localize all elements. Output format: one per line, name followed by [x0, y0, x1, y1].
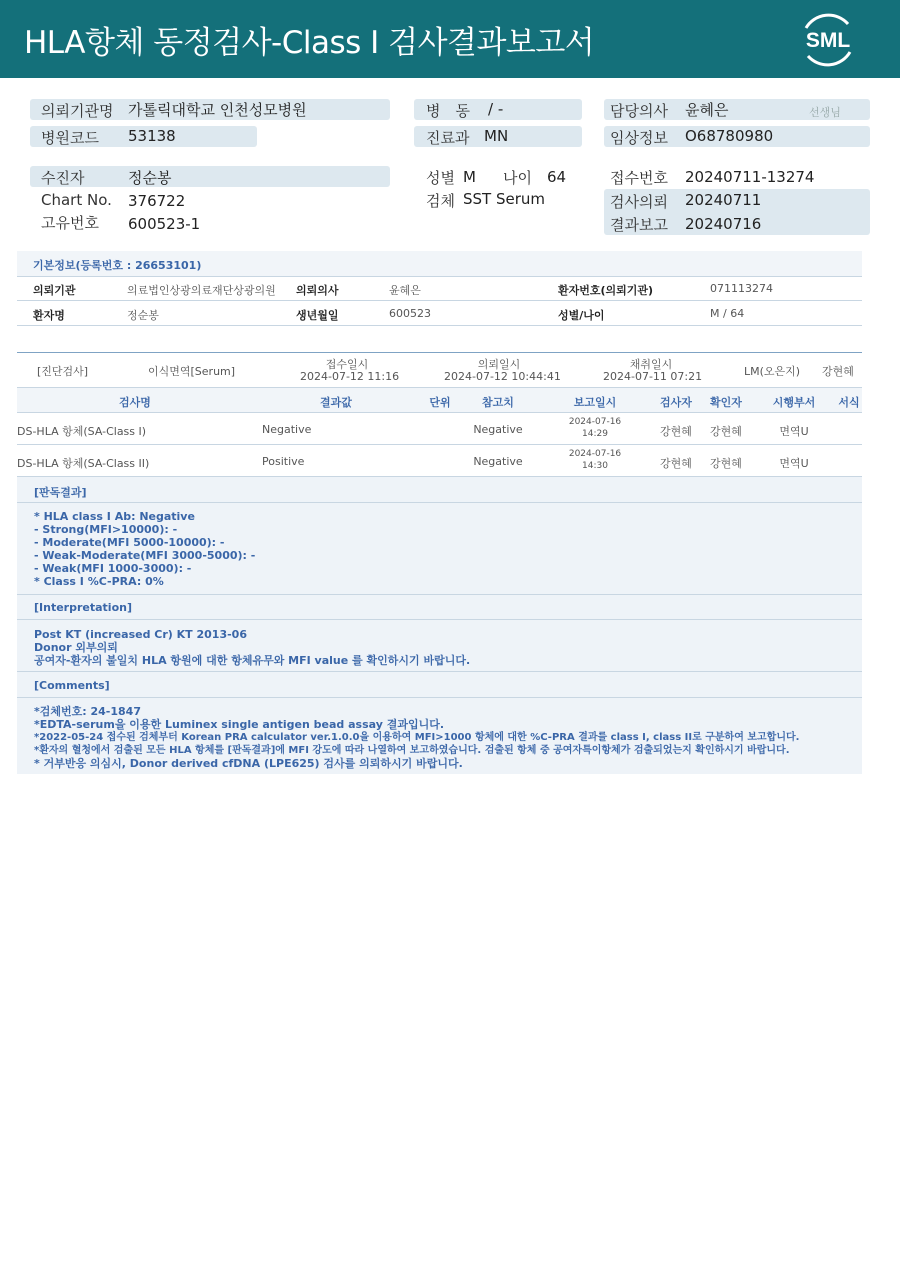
bi-ptno-label: 환자번호(의뢰기관)	[558, 284, 654, 297]
col-header-ref: 참고치	[482, 396, 514, 409]
recv-value: 2024-07-12 11:16	[300, 370, 400, 383]
report-label: 결과보고	[610, 216, 668, 234]
row2-date: 2024-07-16	[568, 449, 622, 459]
result-line: - Weak(MFI 1000-3000): -	[34, 562, 192, 575]
bi-doctor-value: 윤혜은	[389, 284, 421, 297]
req-value: 2024-07-12 10:44:41	[444, 370, 561, 383]
bi-name-value: 정순봉	[127, 309, 159, 322]
row2-result: Positive	[262, 455, 305, 468]
divider	[17, 594, 862, 595]
code-label: 병원코드	[41, 129, 99, 147]
bi-name-label: 환자명	[33, 309, 65, 322]
uid-label: 고유번호	[41, 214, 99, 232]
row2-name: DS-HLA 항체(SA-Class II)	[17, 457, 150, 470]
diag-dept: 이식면역[Serum]	[148, 365, 236, 378]
req-label: 의뢰일시	[477, 358, 521, 371]
diag-lm: LM(오은지)	[744, 365, 801, 378]
interp-line: Post KT (increased Cr) KT 2013-06	[34, 628, 247, 641]
comment-line: *환자의 혈청에서 검출된 모든 HLA 항체를 [판독결과]에 MFI 강도에 따라 나열하여 보고하였습니다. 검출된 항체 중 공여자특이항체가 검출되었는지 확인하시기 바랍니다.	[34, 745, 790, 756]
inst-label: 의뢰기관명	[41, 102, 114, 120]
sml-logo	[796, 10, 860, 68]
diag-tech: 강현혜	[822, 365, 854, 378]
row1-date: 2024-07-16	[568, 417, 622, 427]
diag-type: [진단검사]	[37, 365, 89, 378]
ward-label: 병 동	[426, 102, 470, 120]
row1-checker: 강현혜	[710, 425, 742, 438]
col-header-name: 검사명	[119, 396, 151, 409]
row1-dept: 면역U	[779, 425, 809, 438]
chart-value: 376722	[128, 192, 186, 210]
col-header-tester: 검사자	[660, 396, 692, 409]
basic-title: 기본정보(등록번호 : 26653101)	[33, 259, 202, 272]
comments-title: [Comments]	[34, 679, 110, 692]
comment-line: *2022-05-24 접수된 검체부터 Korean PRA calculator ver.1.0.0을 이용하여 MFI>1000 항체에 대한 %C-PRA 결과를 class I, class II로 구분하여 보고합니다.	[34, 732, 800, 743]
col-header-dept: 시행부서	[772, 396, 816, 409]
result-line: * HLA class I Ab: Negative	[34, 510, 195, 523]
bi-sexage-value: M / 64	[710, 307, 745, 320]
dept-value: MN	[484, 127, 509, 145]
age-value: 64	[547, 168, 567, 186]
coll-label: 채취일시	[629, 358, 673, 371]
request-label: 검사의뢰	[610, 193, 668, 211]
specimen-label: 검체	[426, 192, 455, 210]
doctor-label: 담당의사	[610, 102, 668, 120]
result-line: - Strong(MFI>10000): -	[34, 523, 178, 536]
divider	[17, 276, 862, 277]
divider	[17, 325, 862, 326]
comment-line: *검체번호: 24-1847	[34, 705, 141, 718]
divider	[17, 412, 862, 413]
report-value: 20240716	[685, 215, 762, 233]
divider	[17, 671, 862, 672]
receipt-value: 20240711-13274	[685, 168, 815, 186]
bi-inst-value: 의료법인상광의료재단상광의원	[127, 284, 276, 297]
col-header-checker: 확인자	[710, 396, 742, 409]
col-header-result: 결과값	[320, 396, 352, 409]
comment-line: * 거부반응 의심시, Donor derived cfDNA (LPE625) 검사를 의뢰하시기 바랍니다.	[34, 757, 463, 770]
row1-ref: Negative	[473, 423, 523, 436]
report-title: HLA항체 동정검사-Class I 검사결과보고서	[24, 25, 595, 61]
result-title: [판독결과]	[34, 486, 87, 499]
result-line: - Moderate(MFI 5000-10000): -	[34, 536, 225, 549]
sex-label: 성별	[426, 169, 455, 187]
ward-value: / -	[488, 100, 504, 118]
coll-value: 2024-07-11 07:21	[603, 370, 703, 383]
divider	[17, 619, 862, 620]
sex-value: M	[463, 168, 476, 186]
doctor-suffix: 선생님	[809, 106, 841, 119]
request-value: 20240711	[685, 191, 762, 209]
row1-time: 14:29	[582, 429, 608, 439]
bi-doctor-label: 의뢰의사	[296, 284, 339, 297]
patient-label: 수진자	[41, 169, 85, 187]
interp-title: [Interpretation]	[34, 601, 132, 614]
col-header-date: 보고일시	[573, 396, 617, 409]
divider	[17, 300, 862, 301]
uid-value: 600523-1	[128, 215, 201, 233]
age-label: 나이	[503, 169, 532, 187]
bi-sexage-label: 성별/나이	[558, 309, 605, 322]
divider	[17, 444, 862, 445]
chart-label: Chart No.	[41, 191, 112, 209]
dept-label: 진료과	[426, 129, 470, 147]
result-line: * Class I %C-PRA: 0%	[34, 575, 164, 588]
row2-checker: 강현혜	[710, 457, 742, 470]
svg-text:SML: SML	[805, 29, 851, 52]
row1-tester: 강현혜	[660, 425, 692, 438]
row1-result: Negative	[262, 423, 312, 436]
clinical-value: O68780980	[685, 127, 774, 145]
row2-tester: 강현혜	[660, 457, 692, 470]
interp-line: Donor 외부의뢰	[34, 641, 118, 654]
patient-value: 정순봉	[128, 169, 172, 187]
bi-inst-label: 의뢰기관	[33, 284, 76, 297]
row1-name: DS-HLA 항체(SA-Class I)	[17, 425, 147, 438]
clinical-label: 임상정보	[610, 129, 668, 147]
bi-ptno-value: 071113274	[710, 282, 773, 295]
receipt-label: 접수번호	[610, 169, 668, 187]
diag-top-rule	[17, 352, 862, 353]
interp-line: 공여자-환자의 불일치 HLA 항원에 대한 항체유무와 MFI value 를 확인하시기 바랍니다.	[34, 654, 471, 667]
code-value: 53138	[128, 127, 176, 145]
divider	[17, 502, 862, 503]
recv-label: 접수일시	[325, 358, 369, 371]
row2-ref: Negative	[473, 455, 523, 468]
bi-birth-value: 600523	[389, 307, 431, 320]
comment-line: *EDTA-serum을 이용한 Luminex single antigen bead assay 결과입니다.	[34, 718, 445, 731]
doctor-value: 윤혜은	[685, 101, 729, 119]
col-header-unit: 단위	[429, 396, 451, 409]
result-line: - Weak-Moderate(MFI 3000-5000): -	[34, 549, 256, 562]
divider	[17, 697, 862, 698]
bi-birth-label: 생년월일	[296, 309, 339, 322]
col-header-form: 서식	[838, 396, 860, 409]
inst-value: 가톨릭대학교 인천성모병원	[128, 101, 307, 119]
row2-dept: 면역U	[779, 457, 809, 470]
row2-time: 14:30	[582, 461, 608, 471]
specimen-value: SST Serum	[463, 190, 546, 208]
